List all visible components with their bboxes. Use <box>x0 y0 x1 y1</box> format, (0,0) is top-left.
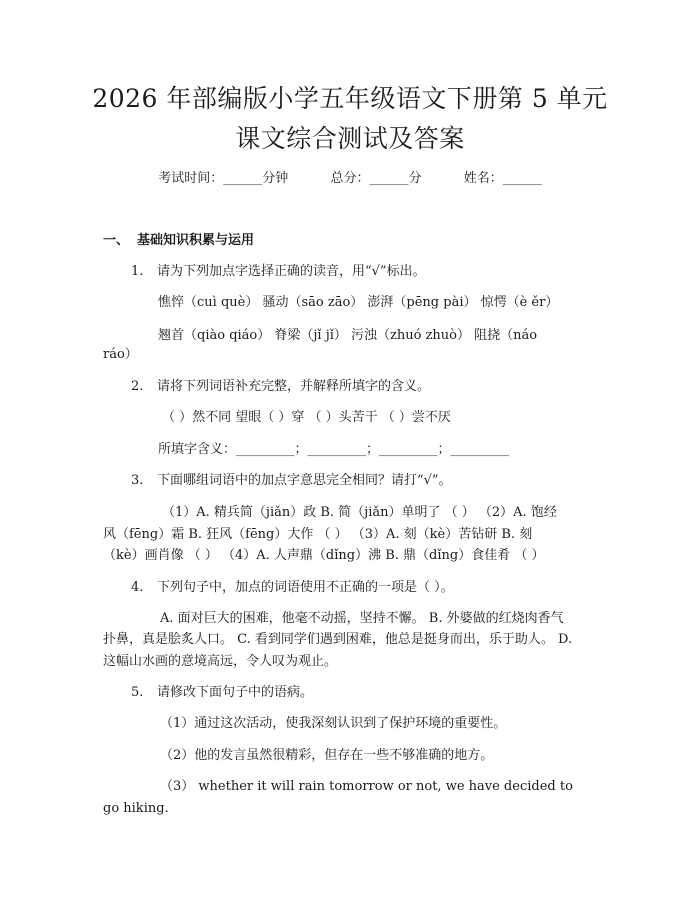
question-1-line-3: ráo） <box>103 347 138 362</box>
question-4-line-3: 这幅山水画的意境高远，令人叹为观止。 <box>103 654 338 669</box>
section-title: 基础知识积累与运用 <box>137 233 255 248</box>
question-5-item-2: （2）他的发言虽然很精彩，但存在一些不够准确的地方。 <box>160 748 494 763</box>
title-line-1: 2026 年部编版小学五年级语文下册第 5 单元 <box>92 84 608 113</box>
question-5-item-3-line-2: go hiking. <box>103 801 169 816</box>
question-2-number: 2. <box>131 379 144 394</box>
question-2-prompt <box>131 377 430 397</box>
exam-meta <box>0 169 700 189</box>
question-2-line-2: 所填字含义：_________；_________；_________；_________ <box>158 442 510 457</box>
question-1-prompt <box>131 262 426 282</box>
question-1-line-2: 翘首（qiào qiáo） 脊梁（jǐ jǐ） 污浊（zhuó zhuò） 阻挠（náo <box>158 328 538 343</box>
question-2-text: 请将下列词语补充完整，并解释所填字的含义。 <box>157 379 431 394</box>
question-3-line-2: 风（fēng）霜 B. 狂风（fēng）大作 （ ） （3）A. 刻（kè）苦钻研 B. 刻 <box>103 527 533 542</box>
question-1-number: 1. <box>131 264 144 279</box>
question-5-prompt <box>131 683 313 703</box>
question-3-line-1: （1）A. 精兵简（jiǎn）政 B. 简（jiǎn）单明了 （ ） （2）A. 饱经 <box>162 505 557 520</box>
question-3-number: 3. <box>131 473 144 488</box>
question-5-text: 请修改下面句子中的语病。 <box>157 685 314 700</box>
section-number: 一、 <box>103 233 130 248</box>
question-2-line-1: （ ）然不同 望眼（ ）穿 （ ）头苦干 （ ）尝不厌 <box>162 410 451 425</box>
question-4-number: 4. <box>131 580 144 595</box>
title-line-2: 课文综合测试及答案 <box>235 124 465 153</box>
exam-time: 考试时间：______分钟 <box>158 171 289 186</box>
exam-total-score: 总分：______分 <box>330 171 422 186</box>
section-heading <box>103 231 254 251</box>
question-1-line-1: 憔悴（cuì què） 骚动（sāo zāo） 澎湃（pēng pài） 惊愕（è ěr） <box>158 295 559 310</box>
question-3-text: 下面哪组词语中的加点字意思完全相同？请打“√”。 <box>157 473 452 488</box>
question-5-number: 5. <box>131 685 144 700</box>
question-4-line-1: A. 面对巨大的困难，他毫不动摇，坚持不懈。 B. 外婆做的红烧肉香气 <box>160 611 564 626</box>
question-5-item-1: （1）通过这次活动，使我深刻认识到了保护环境的重要性。 <box>160 716 507 731</box>
question-4-prompt <box>131 578 454 598</box>
exam-student-name: 姓名：______ <box>463 171 542 186</box>
question-4-text: 下列句子中，加点的词语使用不正确的一项是（ ）。 <box>157 580 454 595</box>
question-3-prompt <box>131 471 452 491</box>
question-5-item-3-line-1: （3） whether it will rain tomorrow or not, we have decided to <box>160 779 573 794</box>
question-1-text: 请为下列加点字选择正确的读音，用“√”标出。 <box>157 264 426 279</box>
question-3-line-3: （kè）画肖像 （ ） （4）A. 人声鼎（dǐng）沸 B. 鼎（dǐng）食佳肴 （ ） <box>103 548 545 563</box>
question-4-line-2: 扑鼻，真是脍炙人口。 C. 看到同学们遇到困难，他总是挺身而出，乐于助人。 D. <box>103 632 573 647</box>
